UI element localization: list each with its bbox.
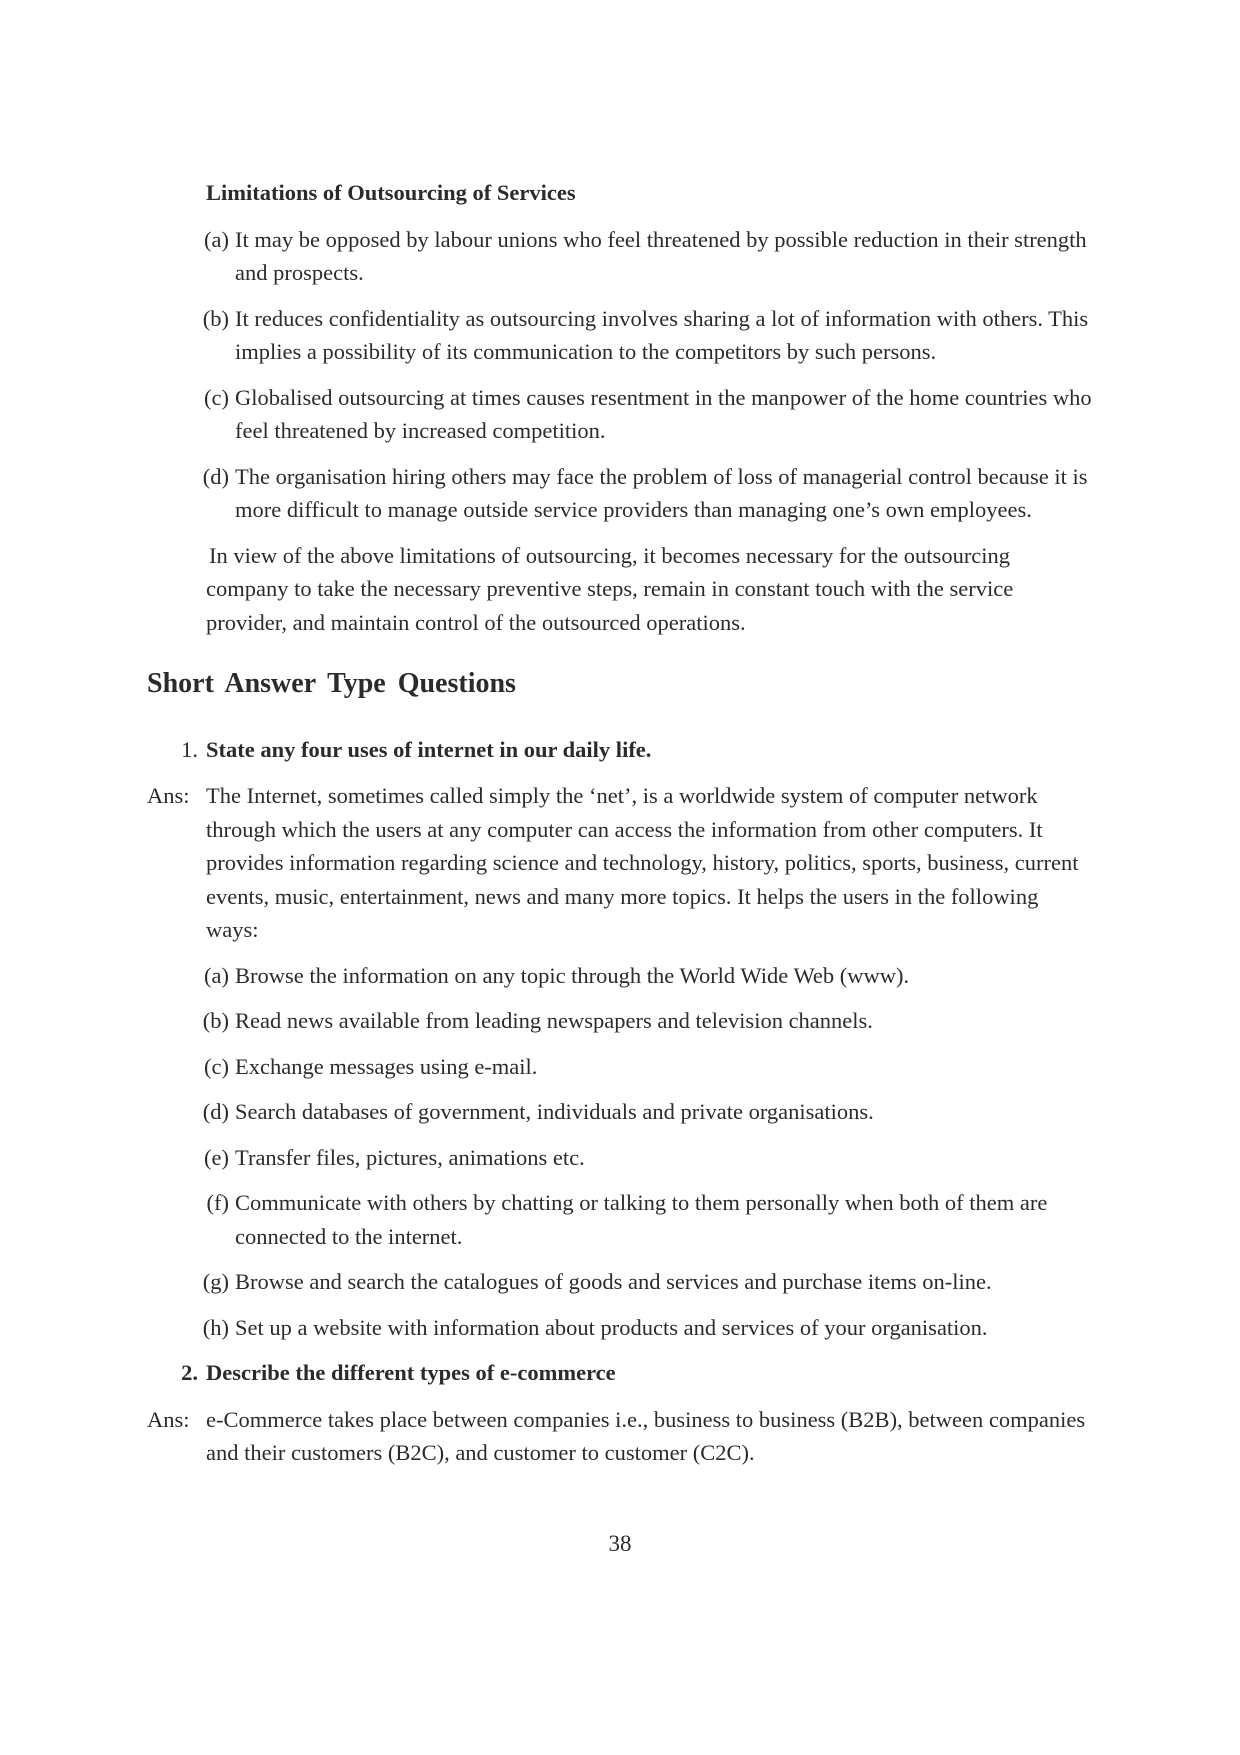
list-item-marker: (c) (204, 384, 229, 410)
list-item-marker: (b) (202, 305, 229, 331)
list-item-marker: (e) (204, 1144, 229, 1170)
list-item-text: It may be opposed by labour unions who feel threatened by possible reduction in their strength and prospects. (235, 226, 1087, 285)
answer-label: Ans: (147, 783, 190, 808)
page-number: 38 (608, 1531, 632, 1556)
list-item (202, 1004, 1095, 1038)
list-item-text: Search databases of government, individuals and private organisations. (235, 1099, 874, 1124)
list-item-text: Communicate with others by chatting or talking to them personally when both of them are connected to the internet. (235, 1190, 1048, 1249)
list-item (206, 1141, 1095, 1175)
question-text: State any four uses of internet in our daily life. (206, 736, 652, 762)
list-item-marker: (h) (202, 1314, 229, 1340)
question-text: Describe the different types of e-commerce (206, 1360, 616, 1385)
list-item-marker: (d) (202, 463, 229, 489)
answer-label: Ans: (147, 1406, 190, 1432)
list-item-text: Set up a website with information about products and services of your organisation. (235, 1314, 988, 1340)
question-number: 2. (181, 1360, 198, 1385)
list-item (202, 1265, 1095, 1299)
list-item-marker: (d) (202, 1099, 229, 1124)
section-title: Short Answer Type Questions (147, 668, 516, 699)
answer (147, 1403, 1095, 1470)
list-item-marker: (c) (204, 1053, 229, 1079)
list-item (206, 223, 1095, 290)
list-item-text: Exchange messages using e-mail. (235, 1053, 538, 1079)
list-item (206, 959, 1095, 993)
limitations-conclusion: In view of the above limitations of outsourcing, it becomes necessary for the outsourcing company to take the necessary preventive steps, remain in constant touch with the service provider, and maintain control of the outsourced operations. (206, 542, 1014, 635)
list-item-marker: (a) (204, 226, 229, 252)
list-item-marker: (a) (204, 962, 229, 988)
list-item-text: Browse the information on any topic through the World Wide Web (www). (235, 962, 910, 988)
list-item (202, 460, 1095, 527)
list-item-text: Transfer files, pictures, animations etc. (235, 1144, 585, 1170)
list-item-text: Globalised outsourcing at times causes resentment in the manpower of the home countries who feel threatened by increased competition. (235, 384, 1092, 443)
list-item-text: It reduces confidentiality as outsourcing involves sharing a lot of information with others. This implies a possibility of its communication to the competitors by such persons. (235, 305, 1089, 364)
list-item-marker: (f) (206, 1190, 229, 1215)
list-item-text: The organisation hiring others may face the problem of loss of managerial control because it is more difficult to manage outside service providers than managing one’s own employees. (235, 463, 1088, 522)
list-item (206, 1186, 1095, 1253)
list-item-marker: (b) (202, 1008, 229, 1033)
list-item (202, 1095, 1095, 1129)
list-item (206, 381, 1095, 448)
list-item-marker: (g) (202, 1269, 229, 1294)
list-item (202, 1311, 1095, 1345)
answer-text: e-Commerce takes place between companies i.e., business to business (B2B), between companies and their customers (B2C), and customer to customer (C2C). (206, 1406, 1086, 1465)
list-item (202, 302, 1095, 369)
answer (147, 779, 1095, 947)
list-item (206, 1050, 1095, 1084)
list-item-text: Browse and search the catalogues of goods and services and purchase items on-line. (235, 1269, 992, 1294)
question-number: 1. (181, 736, 198, 762)
limitations-heading: Limitations of Outsourcing of Services (206, 180, 576, 205)
question (181, 733, 1095, 767)
question (181, 1356, 1095, 1390)
answer-text: The Internet, sometimes called simply the ‘net’, is a worldwide system of computer network through which the users at any computer can access the information from other computers. It provides information regarding science and technology, history, politics, sports, business, current events, music, entertainment, news and many more topics. It helps the users in the following ways: (206, 783, 1079, 942)
list-item-text: Read news available from leading newspapers and television channels. (235, 1008, 873, 1033)
page-content (147, 176, 1095, 1482)
